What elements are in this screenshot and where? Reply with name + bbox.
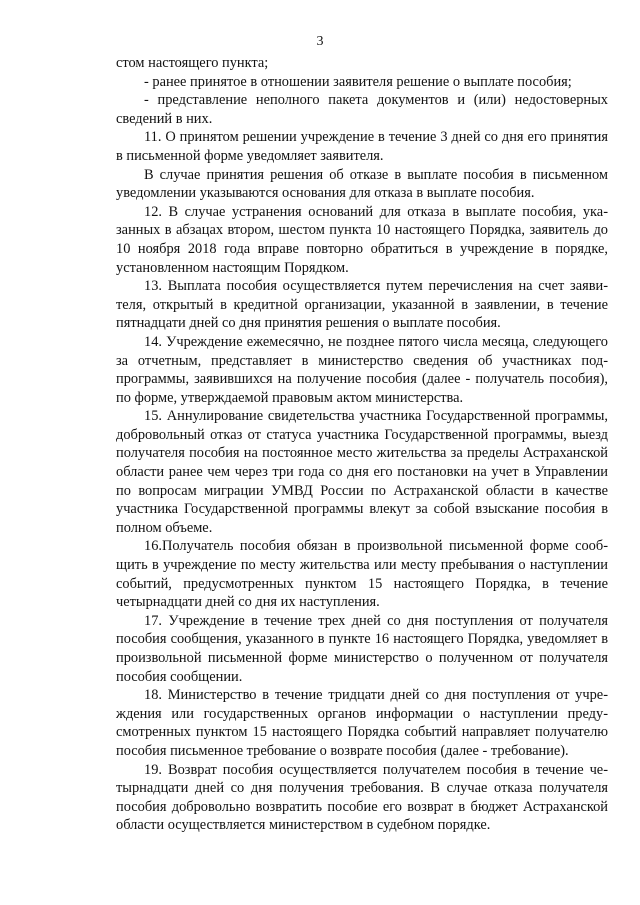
paragraph-item-11: 11. О принятом решении учреждение в течение 3 дней со дня его принятия в письменной форме уведомляет заявителя. xyxy=(116,129,608,164)
page-number: 3 xyxy=(316,34,324,49)
paragraph-item-19: 19. Возврат пособия осуществляется получателем пособия в течение четырнадцати дней со дня получения требования. В случае отказа получателя пособия добровольно возвратить пособие его возврат в бюджет Астраханской области осуществляется министерством в судебном порядке. xyxy=(116,761,608,834)
paragraph-item-18: 18. Министерство в течение тридцати дней со дня поступления от учреждения или государственных органов информации о наступлении предусмотренных пунктом 15 настоящего Порядка событий направляет получателю пособия письменное требование о возврате пособия (далее - требование). xyxy=(116,687,608,759)
paragraph-item-16: 16.Получатель пособия обязан в произвольной письменной форме сообщить в учреждение по месту жительства или месту пребывания о наступлении событий, предусмотренных пунктом 15 настоящего Порядка, в течение четырнадцати дней со дня их наступления. xyxy=(116,538,608,611)
paragraph-item-15: 15. Аннулирование свидетельства участника Государственной программы, добровольный отказ от статуса участника Государственной программы, выезд получателя пособия на постоянное место жительства за пределы Астраханской области ранее чем через три года со дня его постановки на учет в Управлении по вопросам миграции УМВД России по Астраханской области в качестве участника Государственной программы влекут за собой взыскание пособия в полном объеме. xyxy=(116,408,608,536)
paragraph-item-13: 13. Выплата пособия осуществляется путем перечисления на счет заявителя, открытый в кредитной организации, указанной в заявлении, в течение пятнадцати дней со дня принятия решения о выплате пособия. xyxy=(116,278,608,332)
paragraph-continuation: стом настоящего пункта; xyxy=(116,55,269,71)
paragraph-item-12: 12. В случае устранения оснований для отказа в выплате пособия, указанных в абзацах втором, шестом пункта 10 настоящего Порядка, заявитель до 10 ноября 2018 года вправе повторно обратиться в учреждение в порядке, установленном настоящим Порядком. xyxy=(116,203,608,276)
paragraph-item-17: 17. Учреждение в течение трех дней со дня поступления от получателя пособия сообщения, указанного в пункте 16 настоящего Порядка, уведомляет в произвольной письменной форме министерство о полученном от получателя пособия сообщении. xyxy=(116,612,608,685)
paragraph-list-item-incomplete-documents: - представление неполного пакета документов и (или) недостоверных сведений в них. xyxy=(116,92,608,127)
paragraph-item-14: 14. Учреждение ежемесячно, не позднее пятого числа месяца, следующего за отчетным, представляет в министерство сведения об участниках подпрограммы, заявившихся на получение пособия (далее - получатель пособия), по форме, утверждаемой правовым актом министерства. xyxy=(116,333,608,406)
paragraph-list-item-previous-decision: - ранее принятое в отношении заявителя решение о выплате пособия; xyxy=(144,73,572,90)
document-body xyxy=(116,54,608,835)
paragraph-refusal-notice: В случае принятия решения об отказе в выплате пособия в письменном уведомлении указываются основания для отказа в выплате пособия. xyxy=(116,166,608,202)
